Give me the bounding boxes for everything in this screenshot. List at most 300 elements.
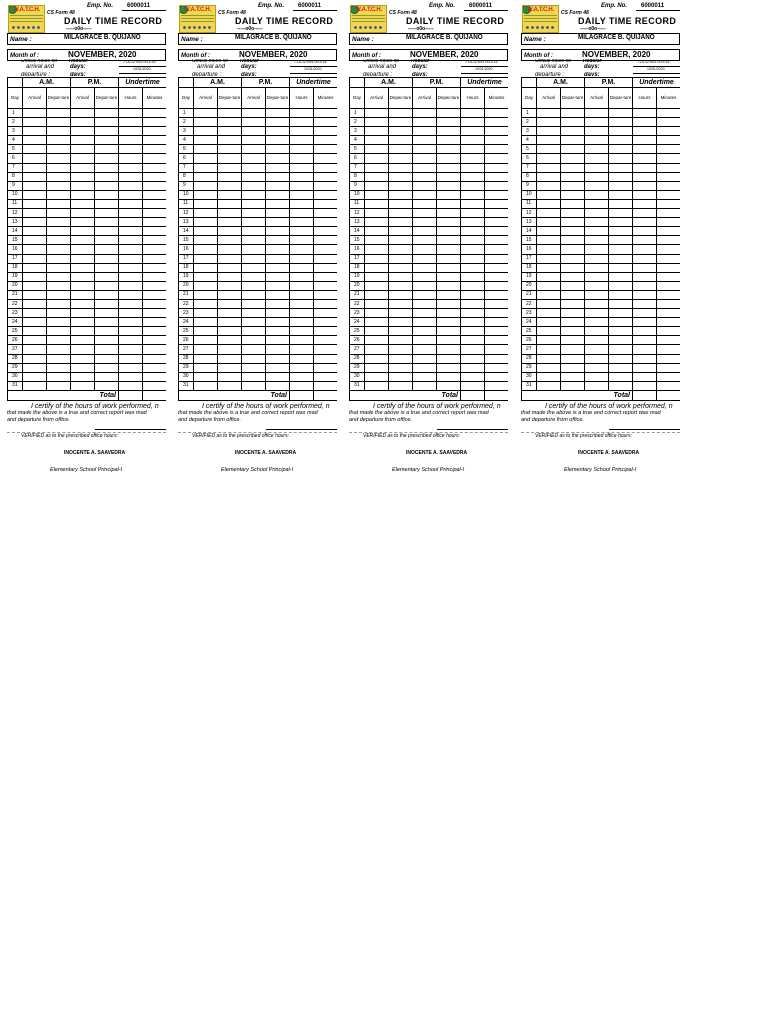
am-arrival-cell[interactable] [194, 372, 218, 381]
hours-cell[interactable] [633, 345, 657, 354]
hours-cell[interactable] [290, 309, 314, 318]
pm-arrival-cell[interactable] [413, 209, 437, 218]
pm-arrival-cell[interactable] [71, 209, 95, 218]
pm-departure-cell[interactable] [95, 127, 119, 136]
minutes-cell[interactable] [657, 254, 681, 263]
pm-arrival-cell[interactable] [413, 109, 437, 118]
minutes-cell[interactable] [143, 163, 167, 172]
pm-departure-cell[interactable] [609, 127, 633, 136]
am-arrival-cell[interactable] [365, 372, 389, 381]
am-arrival-cell[interactable] [537, 281, 561, 290]
minutes-cell[interactable] [143, 181, 167, 190]
hours-cell[interactable] [290, 136, 314, 145]
hours-cell[interactable] [119, 136, 143, 145]
pm-departure-cell[interactable] [95, 254, 119, 263]
am-arrival-cell[interactable] [23, 318, 47, 327]
hours-cell[interactable] [633, 199, 657, 208]
pm-departure-cell[interactable] [266, 227, 290, 236]
hours-cell[interactable] [633, 118, 657, 127]
pm-arrival-cell[interactable] [413, 127, 437, 136]
pm-arrival-cell[interactable] [413, 218, 437, 227]
am-arrival-cell[interactable] [365, 172, 389, 181]
pm-arrival-cell[interactable] [585, 154, 609, 163]
pm-departure-cell[interactable] [609, 154, 633, 163]
am-arrival-cell[interactable] [537, 181, 561, 190]
pm-arrival-cell[interactable] [585, 263, 609, 272]
pm-departure-cell[interactable] [266, 136, 290, 145]
minutes-cell[interactable] [485, 136, 509, 145]
pm-departure-cell[interactable] [609, 290, 633, 299]
pm-arrival-cell[interactable] [242, 290, 266, 299]
hours-cell[interactable] [633, 381, 657, 390]
hours-cell[interactable] [119, 299, 143, 308]
am-arrival-cell[interactable] [365, 281, 389, 290]
pm-departure-cell[interactable] [437, 227, 461, 236]
am-departure-cell[interactable] [561, 299, 585, 308]
hours-cell[interactable] [461, 272, 485, 281]
pm-arrival-cell[interactable] [413, 163, 437, 172]
pm-departure-cell[interactable] [609, 227, 633, 236]
minutes-cell[interactable] [143, 299, 167, 308]
pm-departure-cell[interactable] [437, 163, 461, 172]
pm-arrival-cell[interactable] [71, 281, 95, 290]
am-departure-cell[interactable] [218, 136, 242, 145]
minutes-cell[interactable] [143, 309, 167, 318]
pm-arrival-cell[interactable] [413, 118, 437, 127]
pm-arrival-cell[interactable] [585, 272, 609, 281]
am-arrival-cell[interactable] [23, 345, 47, 354]
pm-arrival-cell[interactable] [71, 190, 95, 199]
hours-cell[interactable] [633, 209, 657, 218]
am-departure-cell[interactable] [561, 372, 585, 381]
minutes-cell[interactable] [143, 127, 167, 136]
am-arrival-cell[interactable] [194, 136, 218, 145]
pm-arrival-cell[interactable] [71, 245, 95, 254]
minutes-cell[interactable] [314, 299, 338, 308]
pm-departure-cell[interactable] [437, 263, 461, 272]
pm-departure-cell[interactable] [266, 372, 290, 381]
minutes-cell[interactable] [143, 372, 167, 381]
am-departure-cell[interactable] [47, 290, 71, 299]
pm-departure-cell[interactable] [266, 318, 290, 327]
pm-departure-cell[interactable] [266, 190, 290, 199]
minutes-cell[interactable] [143, 290, 167, 299]
am-departure-cell[interactable] [561, 190, 585, 199]
pm-arrival-cell[interactable] [71, 318, 95, 327]
pm-departure-cell[interactable] [95, 354, 119, 363]
am-departure-cell[interactable] [218, 336, 242, 345]
hours-cell[interactable] [119, 345, 143, 354]
pm-arrival-cell[interactable] [585, 227, 609, 236]
pm-departure-cell[interactable] [95, 209, 119, 218]
pm-arrival-cell[interactable] [585, 109, 609, 118]
pm-departure-cell[interactable] [95, 236, 119, 245]
pm-departure-cell[interactable] [266, 163, 290, 172]
pm-arrival-cell[interactable] [71, 327, 95, 336]
hours-cell[interactable] [119, 172, 143, 181]
hours-cell[interactable] [290, 118, 314, 127]
am-departure-cell[interactable] [218, 345, 242, 354]
minutes-cell[interactable] [314, 281, 338, 290]
pm-departure-cell[interactable] [609, 163, 633, 172]
hours-cell[interactable] [119, 245, 143, 254]
am-arrival-cell[interactable] [194, 163, 218, 172]
minutes-cell[interactable] [657, 363, 681, 372]
am-arrival-cell[interactable] [537, 109, 561, 118]
am-arrival-cell[interactable] [194, 127, 218, 136]
pm-arrival-cell[interactable] [585, 218, 609, 227]
am-arrival-cell[interactable] [194, 354, 218, 363]
minutes-cell[interactable] [143, 345, 167, 354]
hours-cell[interactable] [461, 190, 485, 199]
pm-departure-cell[interactable] [266, 381, 290, 390]
pm-arrival-cell[interactable] [242, 209, 266, 218]
minutes-cell[interactable] [657, 381, 681, 390]
pm-arrival-cell[interactable] [71, 181, 95, 190]
pm-departure-cell[interactable] [95, 136, 119, 145]
minutes-cell[interactable] [657, 199, 681, 208]
pm-departure-cell[interactable] [266, 245, 290, 254]
am-arrival-cell[interactable] [537, 336, 561, 345]
pm-departure-cell[interactable] [437, 145, 461, 154]
pm-arrival-cell[interactable] [585, 254, 609, 263]
hours-cell[interactable] [633, 354, 657, 363]
am-arrival-cell[interactable] [537, 263, 561, 272]
pm-departure-cell[interactable] [95, 372, 119, 381]
am-departure-cell[interactable] [218, 209, 242, 218]
pm-arrival-cell[interactable] [242, 363, 266, 372]
pm-arrival-cell[interactable] [413, 345, 437, 354]
pm-departure-cell[interactable] [95, 363, 119, 372]
hours-cell[interactable] [461, 354, 485, 363]
am-arrival-cell[interactable] [194, 154, 218, 163]
pm-departure-cell[interactable] [266, 354, 290, 363]
hours-cell[interactable] [633, 172, 657, 181]
am-arrival-cell[interactable] [537, 354, 561, 363]
pm-departure-cell[interactable] [95, 218, 119, 227]
am-departure-cell[interactable] [47, 181, 71, 190]
minutes-cell[interactable] [485, 372, 509, 381]
hours-cell[interactable] [461, 372, 485, 381]
hours-cell[interactable] [290, 199, 314, 208]
am-arrival-cell[interactable] [537, 309, 561, 318]
pm-arrival-cell[interactable] [585, 199, 609, 208]
hours-cell[interactable] [119, 145, 143, 154]
hours-cell[interactable] [290, 372, 314, 381]
am-arrival-cell[interactable] [23, 163, 47, 172]
am-arrival-cell[interactable] [194, 309, 218, 318]
am-departure-cell[interactable] [561, 199, 585, 208]
am-departure-cell[interactable] [389, 118, 413, 127]
am-arrival-cell[interactable] [365, 336, 389, 345]
minutes-cell[interactable] [143, 272, 167, 281]
am-departure-cell[interactable] [561, 218, 585, 227]
pm-departure-cell[interactable] [437, 118, 461, 127]
am-departure-cell[interactable] [218, 127, 242, 136]
am-departure-cell[interactable] [47, 381, 71, 390]
am-departure-cell[interactable] [389, 163, 413, 172]
pm-departure-cell[interactable] [609, 109, 633, 118]
pm-departure-cell[interactable] [609, 245, 633, 254]
hours-cell[interactable] [119, 236, 143, 245]
minutes-cell[interactable] [657, 318, 681, 327]
minutes-cell[interactable] [485, 254, 509, 263]
am-arrival-cell[interactable] [194, 363, 218, 372]
pm-departure-cell[interactable] [95, 272, 119, 281]
pm-departure-cell[interactable] [266, 272, 290, 281]
am-arrival-cell[interactable] [194, 318, 218, 327]
minutes-cell[interactable] [314, 263, 338, 272]
am-arrival-cell[interactable] [537, 163, 561, 172]
minutes-cell[interactable] [143, 209, 167, 218]
minutes-cell[interactable] [143, 281, 167, 290]
am-arrival-cell[interactable] [537, 236, 561, 245]
pm-arrival-cell[interactable] [242, 327, 266, 336]
am-departure-cell[interactable] [561, 327, 585, 336]
pm-arrival-cell[interactable] [413, 190, 437, 199]
am-arrival-cell[interactable] [537, 209, 561, 218]
am-departure-cell[interactable] [47, 172, 71, 181]
pm-arrival-cell[interactable] [242, 372, 266, 381]
minutes-cell[interactable] [485, 245, 509, 254]
am-departure-cell[interactable] [389, 299, 413, 308]
minutes-cell[interactable] [314, 354, 338, 363]
am-departure-cell[interactable] [47, 163, 71, 172]
pm-departure-cell[interactable] [266, 145, 290, 154]
minutes-cell[interactable] [485, 109, 509, 118]
pm-departure-cell[interactable] [266, 309, 290, 318]
pm-arrival-cell[interactable] [242, 354, 266, 363]
minutes-cell[interactable] [657, 272, 681, 281]
minutes-cell[interactable] [314, 163, 338, 172]
hours-cell[interactable] [461, 381, 485, 390]
pm-arrival-cell[interactable] [413, 154, 437, 163]
pm-arrival-cell[interactable] [242, 109, 266, 118]
minutes-cell[interactable] [657, 127, 681, 136]
am-arrival-cell[interactable] [365, 181, 389, 190]
hours-cell[interactable] [633, 245, 657, 254]
am-departure-cell[interactable] [561, 336, 585, 345]
am-departure-cell[interactable] [47, 136, 71, 145]
minutes-cell[interactable] [485, 354, 509, 363]
pm-departure-cell[interactable] [437, 290, 461, 299]
minutes-cell[interactable] [143, 327, 167, 336]
am-arrival-cell[interactable] [23, 363, 47, 372]
am-departure-cell[interactable] [561, 381, 585, 390]
am-departure-cell[interactable] [561, 236, 585, 245]
minutes-cell[interactable] [314, 336, 338, 345]
pm-departure-cell[interactable] [609, 372, 633, 381]
hours-cell[interactable] [119, 281, 143, 290]
hours-cell[interactable] [290, 327, 314, 336]
pm-departure-cell[interactable] [609, 181, 633, 190]
hours-cell[interactable] [290, 109, 314, 118]
pm-departure-cell[interactable] [609, 354, 633, 363]
pm-departure-cell[interactable] [95, 245, 119, 254]
am-departure-cell[interactable] [47, 118, 71, 127]
am-departure-cell[interactable] [218, 199, 242, 208]
am-departure-cell[interactable] [561, 309, 585, 318]
pm-arrival-cell[interactable] [413, 272, 437, 281]
pm-arrival-cell[interactable] [242, 245, 266, 254]
minutes-cell[interactable] [657, 190, 681, 199]
minutes-cell[interactable] [657, 209, 681, 218]
hours-cell[interactable] [633, 227, 657, 236]
pm-arrival-cell[interactable] [413, 136, 437, 145]
pm-departure-cell[interactable] [266, 109, 290, 118]
am-departure-cell[interactable] [561, 209, 585, 218]
pm-departure-cell[interactable] [266, 181, 290, 190]
minutes-cell[interactable] [314, 381, 338, 390]
am-arrival-cell[interactable] [23, 236, 47, 245]
pm-departure-cell[interactable] [95, 299, 119, 308]
pm-arrival-cell[interactable] [71, 199, 95, 208]
am-departure-cell[interactable] [561, 163, 585, 172]
minutes-cell[interactable] [143, 136, 167, 145]
minutes-cell[interactable] [657, 227, 681, 236]
minutes-cell[interactable] [143, 227, 167, 236]
am-arrival-cell[interactable] [365, 363, 389, 372]
hours-cell[interactable] [119, 309, 143, 318]
minutes-cell[interactable] [314, 363, 338, 372]
minutes-cell[interactable] [143, 199, 167, 208]
pm-arrival-cell[interactable] [585, 145, 609, 154]
hours-cell[interactable] [633, 145, 657, 154]
minutes-cell[interactable] [657, 263, 681, 272]
pm-arrival-cell[interactable] [413, 181, 437, 190]
am-arrival-cell[interactable] [23, 136, 47, 145]
pm-departure-cell[interactable] [95, 109, 119, 118]
am-arrival-cell[interactable] [365, 163, 389, 172]
am-departure-cell[interactable] [47, 327, 71, 336]
minutes-cell[interactable] [657, 372, 681, 381]
hours-cell[interactable] [633, 181, 657, 190]
am-departure-cell[interactable] [47, 145, 71, 154]
am-departure-cell[interactable] [389, 354, 413, 363]
am-departure-cell[interactable] [561, 181, 585, 190]
hours-cell[interactable] [290, 272, 314, 281]
pm-arrival-cell[interactable] [585, 309, 609, 318]
minutes-cell[interactable] [314, 172, 338, 181]
am-arrival-cell[interactable] [365, 345, 389, 354]
am-arrival-cell[interactable] [365, 290, 389, 299]
am-departure-cell[interactable] [389, 372, 413, 381]
am-arrival-cell[interactable] [365, 381, 389, 390]
am-arrival-cell[interactable] [537, 227, 561, 236]
am-departure-cell[interactable] [389, 109, 413, 118]
hours-cell[interactable] [461, 327, 485, 336]
pm-departure-cell[interactable] [266, 290, 290, 299]
am-arrival-cell[interactable] [365, 263, 389, 272]
hours-cell[interactable] [461, 145, 485, 154]
pm-arrival-cell[interactable] [413, 309, 437, 318]
minutes-cell[interactable] [485, 299, 509, 308]
pm-arrival-cell[interactable] [585, 172, 609, 181]
pm-departure-cell[interactable] [95, 227, 119, 236]
minutes-cell[interactable] [485, 127, 509, 136]
am-arrival-cell[interactable] [23, 190, 47, 199]
pm-departure-cell[interactable] [609, 363, 633, 372]
pm-arrival-cell[interactable] [71, 345, 95, 354]
am-arrival-cell[interactable] [365, 254, 389, 263]
pm-arrival-cell[interactable] [242, 236, 266, 245]
pm-departure-cell[interactable] [266, 263, 290, 272]
hours-cell[interactable] [290, 345, 314, 354]
minutes-cell[interactable] [314, 118, 338, 127]
am-arrival-cell[interactable] [23, 290, 47, 299]
am-departure-cell[interactable] [218, 227, 242, 236]
am-arrival-cell[interactable] [23, 145, 47, 154]
am-departure-cell[interactable] [561, 127, 585, 136]
pm-departure-cell[interactable] [437, 254, 461, 263]
pm-arrival-cell[interactable] [413, 318, 437, 327]
am-arrival-cell[interactable] [365, 154, 389, 163]
pm-departure-cell[interactable] [266, 154, 290, 163]
pm-arrival-cell[interactable] [71, 172, 95, 181]
hours-cell[interactable] [461, 263, 485, 272]
am-arrival-cell[interactable] [537, 136, 561, 145]
am-arrival-cell[interactable] [194, 118, 218, 127]
am-arrival-cell[interactable] [194, 336, 218, 345]
minutes-cell[interactable] [314, 309, 338, 318]
pm-departure-cell[interactable] [266, 118, 290, 127]
minutes-cell[interactable] [485, 145, 509, 154]
pm-arrival-cell[interactable] [413, 254, 437, 263]
minutes-cell[interactable] [314, 236, 338, 245]
am-arrival-cell[interactable] [23, 327, 47, 336]
pm-arrival-cell[interactable] [585, 281, 609, 290]
hours-cell[interactable] [119, 363, 143, 372]
minutes-cell[interactable] [485, 381, 509, 390]
minutes-cell[interactable] [314, 254, 338, 263]
hours-cell[interactable] [119, 354, 143, 363]
pm-departure-cell[interactable] [437, 136, 461, 145]
minutes-cell[interactable] [314, 318, 338, 327]
pm-departure-cell[interactable] [437, 354, 461, 363]
am-arrival-cell[interactable] [23, 154, 47, 163]
pm-arrival-cell[interactable] [413, 381, 437, 390]
minutes-cell[interactable] [314, 109, 338, 118]
minutes-cell[interactable] [485, 363, 509, 372]
am-departure-cell[interactable] [218, 154, 242, 163]
am-departure-cell[interactable] [47, 245, 71, 254]
minutes-cell[interactable] [485, 327, 509, 336]
pm-arrival-cell[interactable] [413, 299, 437, 308]
am-departure-cell[interactable] [389, 236, 413, 245]
hours-cell[interactable] [119, 199, 143, 208]
am-arrival-cell[interactable] [194, 181, 218, 190]
am-arrival-cell[interactable] [365, 145, 389, 154]
am-departure-cell[interactable] [389, 318, 413, 327]
am-departure-cell[interactable] [47, 354, 71, 363]
pm-departure-cell[interactable] [266, 236, 290, 245]
minutes-cell[interactable] [485, 318, 509, 327]
am-arrival-cell[interactable] [365, 209, 389, 218]
am-arrival-cell[interactable] [194, 109, 218, 118]
pm-departure-cell[interactable] [95, 281, 119, 290]
hours-cell[interactable] [119, 336, 143, 345]
am-arrival-cell[interactable] [194, 227, 218, 236]
minutes-cell[interactable] [485, 263, 509, 272]
am-arrival-cell[interactable] [23, 181, 47, 190]
am-arrival-cell[interactable] [537, 327, 561, 336]
am-departure-cell[interactable] [218, 381, 242, 390]
hours-cell[interactable] [290, 263, 314, 272]
am-departure-cell[interactable] [47, 263, 71, 272]
hours-cell[interactable] [633, 336, 657, 345]
am-arrival-cell[interactable] [365, 118, 389, 127]
pm-departure-cell[interactable] [266, 281, 290, 290]
